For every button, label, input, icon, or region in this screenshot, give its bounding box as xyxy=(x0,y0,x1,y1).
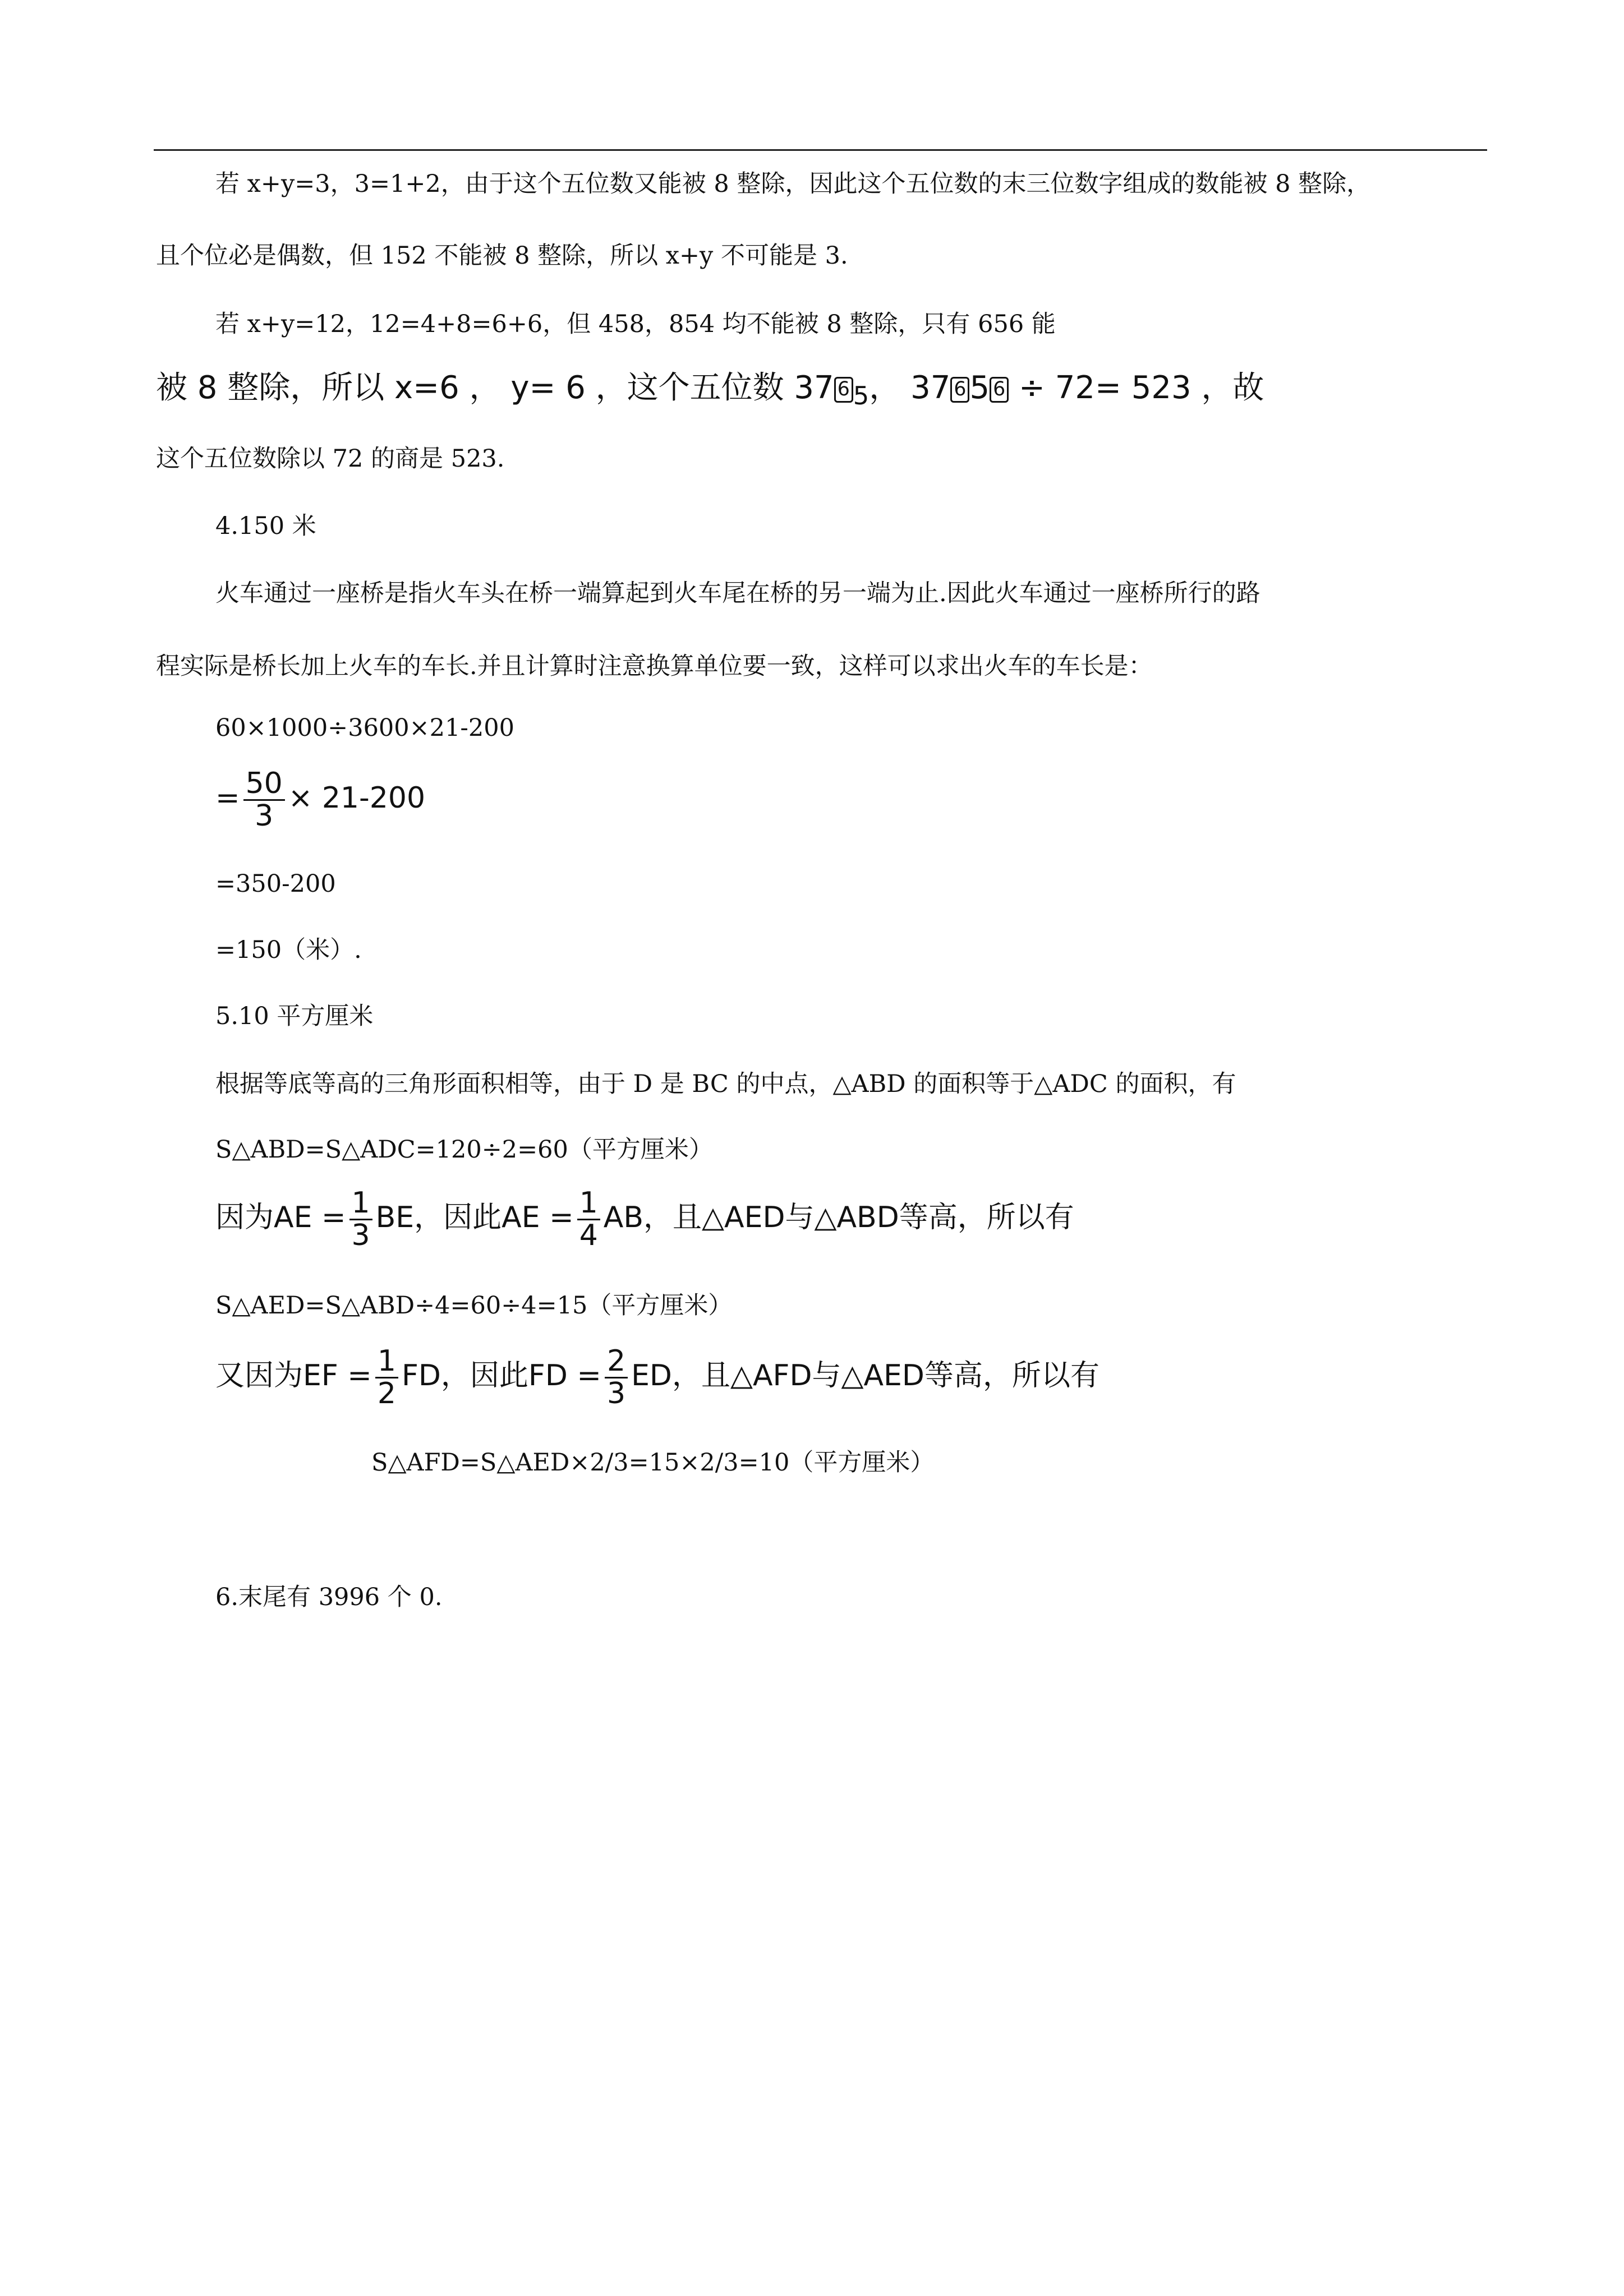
p2-line2-text-e: ÷ 72= 523 ，故 xyxy=(1009,370,1264,406)
answer5-fraction-4 xyxy=(605,1346,628,1409)
answer5-line3 xyxy=(215,1188,1074,1251)
p2-line2-text-b: 5 xyxy=(853,381,869,411)
answer4-eq2-suffix: × 21-200 xyxy=(288,781,426,815)
answer4-eq2 xyxy=(215,768,425,831)
answer5-line6: S△AFD=S△AED×2/3=15×2/3=10（平方厘米） xyxy=(371,1449,935,1477)
answer5-line3-text-a: 因为AE = xyxy=(215,1201,346,1235)
answer4-eq4: =150（米）. xyxy=(215,936,362,964)
answer5-fraction-3-den: 2 xyxy=(377,1376,396,1410)
digit-box-3: 6 xyxy=(990,377,1009,403)
answer5-fraction-1-den: 3 xyxy=(351,1218,370,1252)
answer5-fraction-4-num: 2 xyxy=(605,1346,628,1378)
p1-line2: 且个位必是偶数，但 152 不能被 8 整除，所以 x+y 不可能是 3. xyxy=(156,242,848,270)
p2-line3: 这个五位数除以 72 的商是 523. xyxy=(156,445,505,473)
answer5-fraction-3-num: 1 xyxy=(375,1346,398,1378)
answer4-fraction-num: 50 xyxy=(243,768,285,801)
digit-box-1: 6 xyxy=(834,377,853,403)
answer4-line1: 火车通过一座桥是指火车头在桥一端算起到火车尾在桥的另一端为止.因此火车通过一座桥所行的路 xyxy=(215,579,1260,607)
answer5-title: 5.10 平方厘米 xyxy=(215,1002,374,1030)
answer6-title: 6.末尾有 3996 个 0. xyxy=(215,1583,443,1611)
p2-line2 xyxy=(156,368,1264,416)
answer4-fraction xyxy=(243,768,285,831)
answer5-fraction-2-den: 4 xyxy=(579,1218,598,1252)
answer5-fraction-3 xyxy=(375,1346,398,1409)
p2-line2-text-d: 5 xyxy=(969,370,990,406)
p1-line1: 若 x+y=3，3=1+2，由于这个五位数又能被 8 整除，因此这个五位数的末三位数字组成的数能被 8 整除， xyxy=(215,170,1371,198)
answer5-line2: S△ABD=S△ADC=120÷2=60（平方厘米） xyxy=(215,1136,713,1164)
answer5-line5-text-a: 又因为EF = xyxy=(215,1359,372,1393)
answer4-eq3: =350-200 xyxy=(215,870,336,898)
answer4-title: 4.150 米 xyxy=(215,512,316,540)
answer5-line5 xyxy=(215,1346,1099,1409)
p2-line1: 若 x+y=12，12=4+8=6+6，但 458，854 均不能被 8 整除，只有 656 能 xyxy=(215,310,1056,338)
answer5-line3-text-c: AB，且△AED与△ABD等高，所以有 xyxy=(603,1201,1074,1235)
answer4-line2: 程实际是桥长加上火车的车长.并且计算时注意换算单位要一致，这样可以求出火车的车长是： xyxy=(156,652,1153,680)
p2-line2-text-a: 被 8 整除，所以 x=6 ， y= 6 ，这个五位数 37 xyxy=(156,370,834,406)
answer5-line5-text-b: FD，因此FD = xyxy=(401,1359,601,1393)
answer5-fraction-2-num: 1 xyxy=(577,1188,600,1220)
answer5-line4: S△AED=S△ABD÷4=60÷4=15（平方厘米） xyxy=(215,1292,733,1320)
answer5-line5-text-c: ED，且△AFD与△AED等高，所以有 xyxy=(631,1359,1099,1393)
answer4-eq1: 60×1000÷3600×21-200 xyxy=(215,714,514,742)
answer5-line1: 根据等底等高的三角形面积相等，由于 D 是 BC 的中点，△ABD 的面积等于△ADC 的面积，有 xyxy=(215,1070,1236,1098)
answer5-line3-text-b: BE，因此AE = xyxy=(375,1201,574,1235)
answer5-fraction-1 xyxy=(349,1188,372,1251)
answer5-fraction-1-num: 1 xyxy=(349,1188,372,1220)
answer4-fraction-den: 3 xyxy=(255,799,274,833)
answer4-eq2-prefix: = xyxy=(215,781,240,815)
digit-box-2: 6 xyxy=(950,377,969,403)
answer5-fraction-4-den: 3 xyxy=(606,1376,626,1410)
answer5-fraction-2 xyxy=(577,1188,600,1251)
p2-line2-text-c: ， 37 xyxy=(869,370,951,406)
header-rule xyxy=(154,149,1487,151)
